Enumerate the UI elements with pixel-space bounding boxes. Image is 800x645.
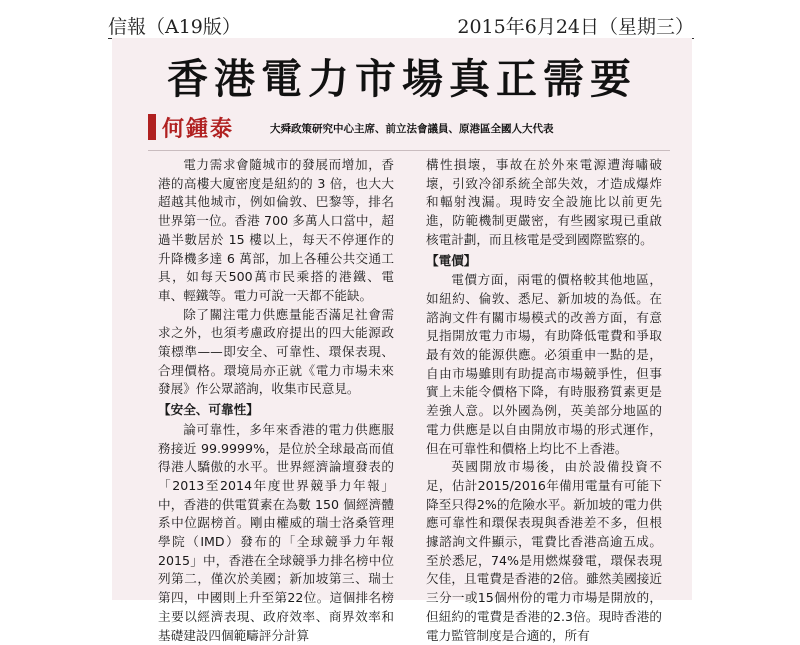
- article-column-right: [426, 156, 662, 645]
- paragraph: 論可靠性，多年來香港的電力供應服務接近 99.9999%，是位於全球最高而值得港人驕傲的水平。世界經濟論壇發表的「2013至2014年度世界競爭力年報」中，香港的供電質素在為數 150 個經濟體系中位踞榜首。剛由權威的瑞士洛桑管理學院（IMD）發布的「全球競爭力年報2015」中，香港在全球競爭力排名榜中位列第二，僅次於美國；新加坡第三、瑞士第四，中國則上升至第22位。這個排名榜主要以經濟表現、政府效率、商界效率和基礎建設四個範疇評分計算: [158, 421, 394, 643]
- paragraph: 除了關注電力供應量能否滿足社會需求之外，也須考慮政府提出的四大能源政策標準——即安全、可靠性、環保表現、合理價格。環境局亦正就《電力市場未來發展》作公眾諮詢，收集市民意見。: [158, 306, 394, 397]
- section-subhead: 【電價】: [426, 252, 477, 268]
- author-title: 大舜政策研究中心主席、前立法會議員、原港區全國人大代表: [270, 123, 554, 135]
- paragraph: 英國開放市場後，由於設備投資不足，估計2015/2016年備用電量有可能下降至只得2%的危險水平。新加坡的電力供應可靠性和環保表現與香港差不多，但根據諮詢文件顯示，電費比香港高逾五成。至於悉尼，74%是用燃煤發電，環保表現欠佳，且電費是香港的2倍。雖然美國接近三分一或15個州份的電力市場是開放的，但紐約的電費是香港的2.3倍。現時香港的電力監管制度是合適的，所有: [426, 459, 662, 643]
- byline-divider: [148, 150, 670, 151]
- publication-source: 信報（A19版）: [108, 16, 241, 38]
- article-headline: 香港電力市場真正需要: [167, 55, 637, 103]
- publication-date: 2015年6月24日（星期三）: [457, 16, 694, 38]
- masthead: [108, 10, 694, 39]
- article-clipping: [112, 38, 692, 643]
- byline-accent-bar: [148, 114, 156, 140]
- paragraph: 電價方面，兩電的價格較其他地區，如紐約、倫敦、悉尼、新加坡的為低。在諮詢文件有關市場模式的改善方面，有意見指開放電力市場，有助降低電費和爭取最有效的能源供應。必須重申一點的是，自由市場雖則有助提高市場競爭性，但事實上未能令價格下降，有時服務質素更是差強人意。以外國為例，英美部分地區的電力供應是以自由開放市場的形式運作，但在可靠性和價格上均比不上香港。: [426, 272, 662, 456]
- article-column-left: [158, 156, 394, 645]
- paragraph: 電力需求會隨城市的發展而增加，香港的高樓大廈密度是紐約的 3 倍，也大大超越其他城市，例如倫敦、巴黎等，排名世界第一位。香港 700 多萬人口當中，超過半數居於 15 樓以上，每天不停運作的升降機多達 6 萬部，加上各種公共交通工具，如每天500萬市民乘搭的港鐵、電車、輕鐵等。電力可說一天都不能缺。: [158, 157, 394, 303]
- author-name: 何鍾泰: [162, 117, 235, 142]
- byline: [148, 106, 688, 146]
- section-subhead: 【安全、可靠性】: [158, 402, 259, 418]
- paragraph: 構性損壞，事故在於外來電源遭海嘯破壞，引致冷卻系統全部失效，才造成爆炸和輻射洩漏。現時安全設施比以前更先進，防範機制更嚴密，有些國家現已重啟核電計劃，而且核電是受到國際監察的。: [426, 157, 662, 247]
